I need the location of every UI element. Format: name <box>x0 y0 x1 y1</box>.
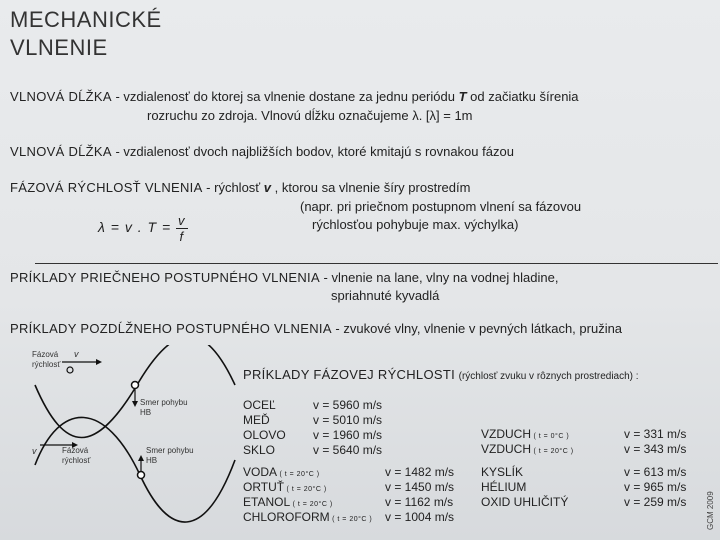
term-label: VLNOVÁ DĹŽKA <box>10 89 112 104</box>
solids-names <box>243 398 286 458</box>
formula-fraction <box>176 214 188 243</box>
gases-values <box>624 465 686 510</box>
air-names <box>481 427 574 457</box>
definition-phase-velocity-line2: (napr. pri priečnom postupnom vlnení sa fázovou <box>300 199 582 214</box>
definition-phase-velocity <box>10 178 470 197</box>
definition-text: vzdialenosť dvoch najbližších bodov, ktoré kmitajú s rovnakou fázou <box>123 144 514 159</box>
solids-row <box>313 413 382 428</box>
direction-label-2 <box>146 446 194 466</box>
hb-point-top-peak <box>67 367 73 373</box>
title-line-2: VLNENIE <box>10 35 108 60</box>
temperature-note: ( t = 20°C ) <box>329 516 373 523</box>
solids-values <box>313 398 382 458</box>
liquids-row <box>385 510 454 525</box>
definition-text: vzdialenosť do ktorej sa vlnenie dostane za jednu periódu <box>123 89 459 104</box>
temperature-note: ( t = 20°C ) <box>290 501 333 508</box>
velocity-symbol: v <box>263 180 272 195</box>
motion-arrowhead-top <box>132 401 138 407</box>
liquids-row <box>385 465 454 480</box>
velocity-arrowhead-top <box>96 359 102 365</box>
velocity-value: v = 1162 m/s <box>385 495 454 509</box>
direction-label-1 <box>140 398 188 418</box>
medium-name: OXID UHLIČITÝ <box>481 495 569 509</box>
gases-row <box>481 465 568 480</box>
transverse-wave-examples-line2: spriahnuté kyvadlá <box>331 288 440 303</box>
definition-wavelength-2 <box>10 142 514 161</box>
liquids-row <box>385 480 454 495</box>
formula-numerator: v <box>178 213 186 228</box>
separator: - <box>331 321 344 336</box>
temperature-note: ( t = 20°C ) <box>531 448 574 455</box>
wavelength-formula <box>98 214 188 243</box>
velocity-value: v = 5960 m/s <box>313 398 383 412</box>
air-row <box>624 442 686 457</box>
velocity-symbol-label-1: v <box>74 349 79 359</box>
velocity-value: v = 613 m/s <box>624 465 687 479</box>
medium-name: SKLO <box>243 443 276 457</box>
liquids-row <box>243 465 372 480</box>
term-label: PRÍKLADY POZDĹŽNEHO POSTUPNÉHO VLNENIA <box>10 321 332 336</box>
gases-row <box>481 480 568 495</box>
heading-text: PRÍKLADY FÁZOVEJ RÝCHLOSTI <box>243 367 455 382</box>
phase-velocity-label-1 <box>32 350 60 370</box>
credit-label: GCM 2009 <box>706 491 715 530</box>
velocity-value: v = 1450 m/s <box>385 480 455 494</box>
velocity-value: v = 1960 m/s <box>313 428 383 442</box>
velocity-value: v = 965 m/s <box>624 480 687 494</box>
velocity-value: v = 343 m/s <box>624 442 687 456</box>
title-line-1: MECHANICKÉ <box>10 7 162 32</box>
example-text: vlnenie na lane, vlny na vodnej hladine, <box>331 270 559 285</box>
velocity-value: v = 1482 m/s <box>385 465 455 479</box>
motion-arrowhead-bottom <box>138 455 144 461</box>
velocity-symbol-label-2: v <box>32 446 37 456</box>
definition-phase-velocity-line3: rýchlosťou pohybuje max. výchylka) <box>312 217 519 232</box>
label-text: Fázová <box>32 350 59 359</box>
phase-velocity-label-2 <box>62 446 90 466</box>
subheading-text: (rýchlosť zvuku v rôznych prostrediach) : <box>458 371 639 382</box>
liquids-row <box>243 495 372 510</box>
period-symbol: T <box>458 89 467 104</box>
label-text: Smer pohybu <box>146 446 194 455</box>
gases-row <box>624 465 686 480</box>
term-label: PRÍKLADY PRIEČNEHO POSTUPNÉHO VLNENIA <box>10 270 320 285</box>
definition-wavelength-1-line2: rozruchu zo zdroja. Vlnovú dĺžku označujeme λ. [λ] = 1m <box>147 108 473 123</box>
air-row <box>481 427 574 442</box>
sine-wave-bottom <box>35 417 235 522</box>
medium-name: KYSLÍK <box>481 465 524 479</box>
hb-point-bottom <box>138 472 145 479</box>
solids-row <box>243 413 286 428</box>
longitudinal-wave-examples <box>10 319 622 338</box>
velocity-value: v = 5010 m/s <box>313 413 383 427</box>
phase-velocity-examples-heading <box>243 367 639 382</box>
velocity-value: v = 1004 m/s <box>385 510 455 524</box>
medium-name: VODA <box>243 465 278 479</box>
separator: - <box>111 144 124 159</box>
label-text: rýchlosť <box>32 360 61 369</box>
hb-point-top <box>132 382 139 389</box>
solids-row <box>313 398 382 413</box>
medium-name: VZDUCH <box>481 442 531 456</box>
air-row <box>481 442 574 457</box>
gases-row <box>481 495 568 510</box>
medium-name: OCEĽ <box>243 398 276 412</box>
example-text: zvukové vlny, vlnenie v pevných látkach, pružina <box>343 321 623 336</box>
solids-row <box>313 443 382 458</box>
definition-text: od začiatku šírenia <box>466 89 579 104</box>
label-text: Smer pohybu <box>140 398 188 407</box>
label-text: HB <box>146 456 158 465</box>
velocity-value: v = 331 m/s <box>624 427 687 441</box>
medium-name: VZDUCH <box>481 427 531 441</box>
liquids-row <box>243 510 372 525</box>
term-label: FÁZOVÁ RÝCHLOSŤ VLNENIA <box>10 180 203 195</box>
air-row <box>624 427 686 442</box>
medium-name: MEĎ <box>243 413 270 427</box>
solids-row <box>243 398 286 413</box>
medium-name: OLOVO <box>243 428 286 442</box>
temperature-note: ( t = 20°C ) <box>277 471 320 478</box>
label-text: Fázová <box>62 446 89 455</box>
separator: - <box>111 89 124 104</box>
label-text: HB <box>140 408 152 417</box>
solids-row <box>243 428 286 443</box>
gases-names <box>481 465 568 510</box>
gases-row <box>624 495 686 510</box>
formula-lhs: λ = v . T = <box>98 219 177 236</box>
solids-row <box>243 443 286 458</box>
separator: - rýchlosť <box>202 180 264 195</box>
velocity-value: v = 259 m/s <box>624 495 687 509</box>
gases-row <box>624 480 686 495</box>
medium-name: ORTUŤ <box>243 480 285 494</box>
medium-name: ETANOL <box>243 495 291 509</box>
medium-name: CHLOROFORM <box>243 510 330 524</box>
label-text: rýchlosť <box>62 456 91 465</box>
term-label: VLNOVÁ DĹŽKA <box>10 144 112 159</box>
temperature-note: ( t = 20°C ) <box>284 486 327 493</box>
definition-wavelength-1 <box>10 87 579 106</box>
temperature-note: ( t = 0°C ) <box>531 433 570 440</box>
transverse-wave-examples <box>10 268 558 287</box>
divider-line <box>35 263 718 264</box>
liquids-values <box>385 465 454 525</box>
solids-row <box>313 428 382 443</box>
definition-text: , ktorou sa vlnenie šíry prostredím <box>271 180 471 195</box>
page-title <box>10 6 162 62</box>
separator: - <box>319 270 332 285</box>
liquids-names <box>243 465 372 525</box>
transverse-wave-diagram <box>0 345 240 525</box>
velocity-value: v = 5640 m/s <box>313 443 383 457</box>
liquids-row <box>243 480 372 495</box>
medium-name: HÉLIUM <box>481 480 527 494</box>
liquids-row <box>385 495 454 510</box>
air-values <box>624 427 686 457</box>
formula-denominator: f <box>179 229 185 244</box>
